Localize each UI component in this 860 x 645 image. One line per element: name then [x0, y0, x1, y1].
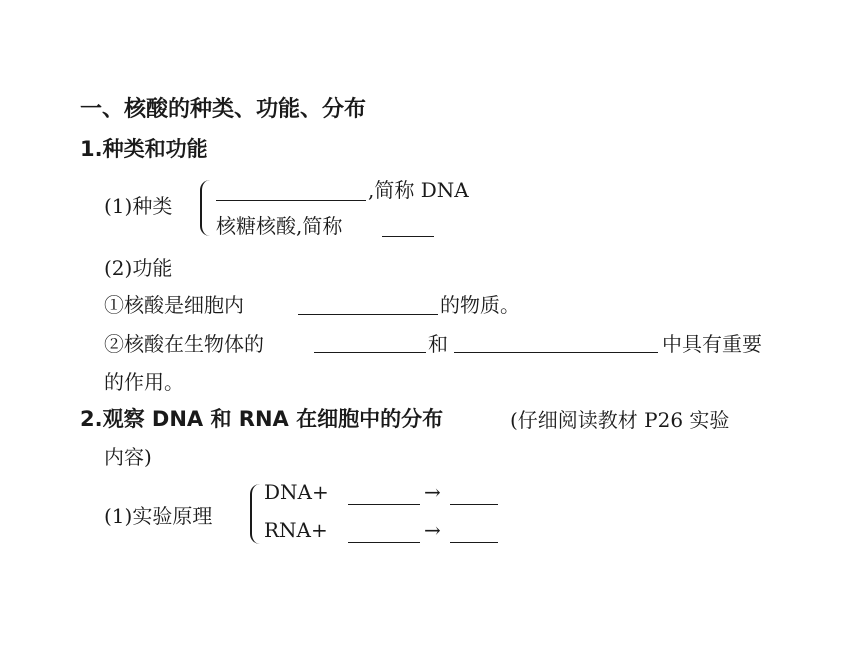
function-item-1-suffix: 的物质。: [440, 293, 520, 317]
function-item-2-continuation: 的作用。: [104, 370, 184, 394]
function-item-1-prefix: ①核酸是细胞内: [104, 293, 244, 317]
function-item-2-suffix: 中具有重要: [662, 332, 762, 356]
blank-function-1: [298, 314, 438, 315]
blank-principle-2a: [348, 542, 420, 543]
principle-row-1-prefix: DNA+: [264, 480, 329, 504]
blank-principle-1b: [450, 504, 498, 505]
blank-function-2a: [314, 352, 426, 353]
dna-abbrev-text: ,简称 DNA: [368, 178, 469, 202]
subsection-2-note: (仔细阅读教材 P26 实验: [510, 408, 730, 432]
types-brace: [200, 180, 216, 236]
blank-dna-fullname: [216, 200, 366, 201]
function-label: (2)功能: [104, 256, 173, 280]
function-item-2-mid: 和: [428, 332, 448, 356]
rna-fullname-text: 核糖核酸,简称: [216, 214, 343, 238]
subsection-title-1: 1.种类和功能: [80, 137, 208, 161]
blank-function-2b: [454, 352, 658, 353]
arrow-icon: →: [424, 480, 441, 504]
principle-label: (1)实验原理: [104, 504, 213, 528]
subsection-2-note-cont: 内容): [104, 445, 152, 469]
blank-principle-2b: [450, 542, 498, 543]
section-title: 一、核酸的种类、功能、分布: [80, 97, 367, 122]
arrow-icon: →: [424, 518, 441, 542]
blank-rna-abbrev: [382, 236, 434, 237]
types-label: (1)种类: [104, 194, 173, 218]
principle-row-2-prefix: RNA+: [264, 518, 328, 542]
function-item-2-prefix: ②核酸在生物体的: [104, 332, 264, 356]
subsection-title-2: 2.观察 DNA 和 RNA 在细胞中的分布: [80, 407, 444, 431]
blank-principle-1a: [348, 504, 420, 505]
